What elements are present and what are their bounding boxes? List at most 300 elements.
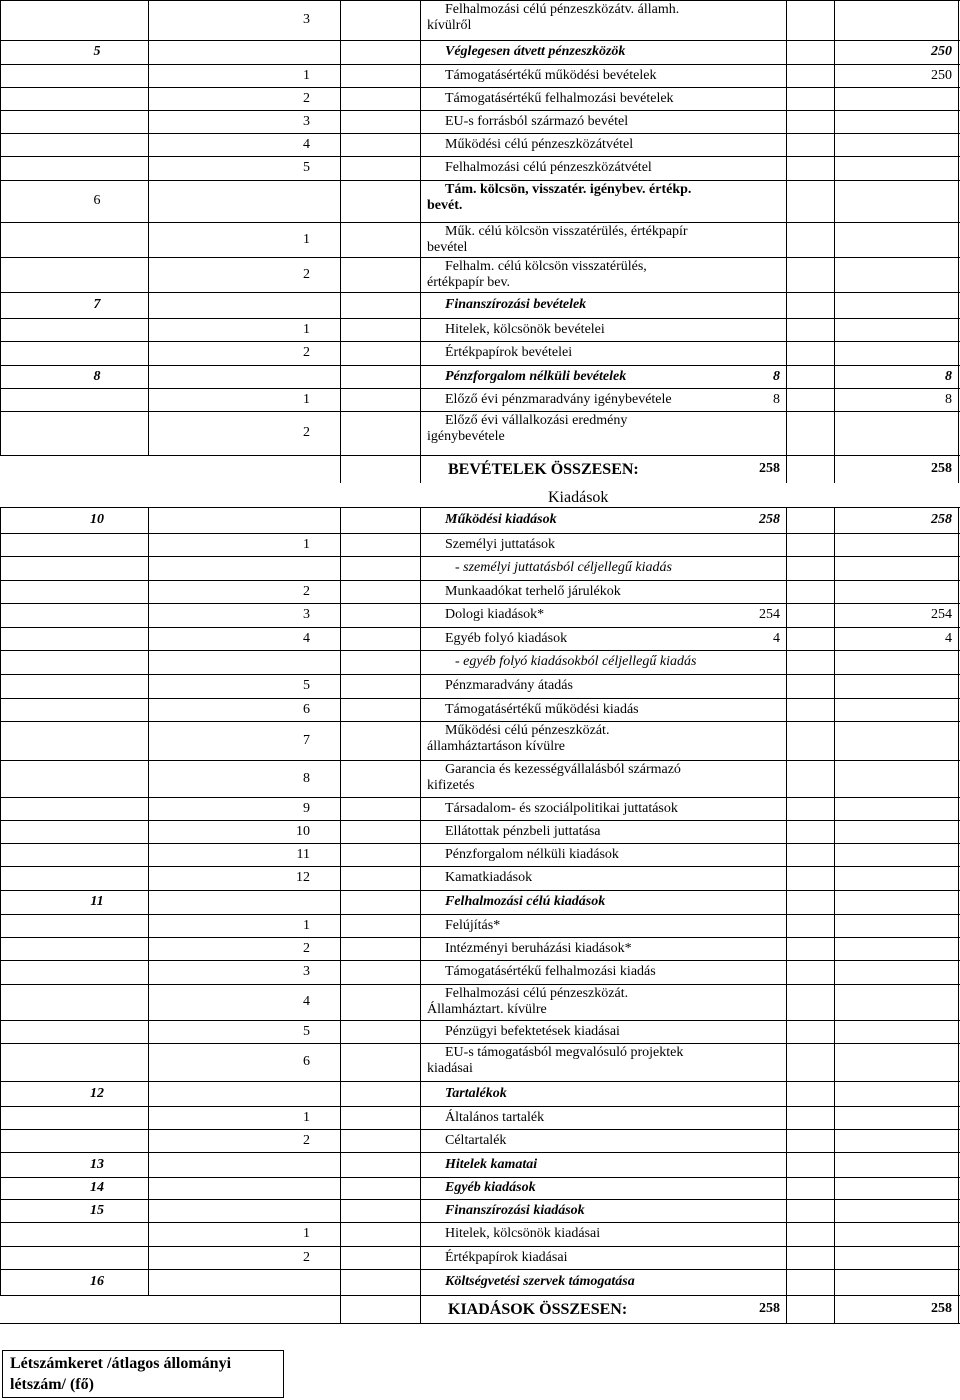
row-0-sub-num-divider — [340, 0, 341, 40]
row-label: Támogatásértékű működési bevételek — [445, 68, 657, 83]
row-26-left-border — [0, 698, 1, 721]
row-5-value2-divider — [834, 133, 835, 156]
row-45-right-border — [958, 1199, 959, 1222]
row-30-sub-num-divider — [340, 820, 341, 843]
row-26-top-border — [0, 698, 960, 699]
row-25-value2-divider — [834, 674, 835, 698]
row-19-right-border — [958, 533, 959, 556]
row-13-top-border — [0, 365, 960, 366]
total-label: BEVÉTELEK ÖSSZESEN: — [448, 461, 639, 478]
row-0-label-divider — [420, 0, 421, 40]
row-34-top-border — [0, 914, 960, 915]
row-2-sub-num-divider — [340, 64, 341, 87]
row-38-value1-divider — [786, 1020, 787, 1043]
row-44-right-border — [958, 1177, 959, 1199]
row-12-sub-num-divider — [340, 341, 341, 365]
row-28-label-divider — [420, 760, 421, 797]
row-9-top-border — [0, 257, 960, 258]
row-0-right-border — [958, 0, 959, 40]
sub-item-number: 7 — [303, 733, 310, 748]
row-21-right-border — [958, 580, 959, 603]
row-label: Felhalmozási célú pénzeszközátvétel — [445, 160, 652, 175]
row-36-top-border — [0, 960, 960, 961]
row-33-top-border — [0, 890, 960, 891]
row-label: Kamatkiadások — [445, 870, 533, 885]
row-24-left-border — [0, 650, 1, 674]
row-9-label-divider — [420, 257, 421, 292]
sub-item-number: 2 — [303, 1133, 310, 1148]
row-5-sub-num-divider — [340, 133, 341, 156]
row-43-right-border — [958, 1152, 959, 1177]
row-15-value2-divider — [834, 411, 835, 455]
row-18-top-border — [0, 507, 960, 508]
row-44-top-border — [0, 1177, 960, 1178]
row-label: Felhalmozási célú kiadások — [445, 894, 606, 909]
row-13-sub-num-divider — [340, 365, 341, 388]
row-label: Pénzforgalom nélküli kiadások — [445, 847, 619, 862]
row-31-label-divider — [420, 843, 421, 866]
row-36-left-border — [0, 960, 1, 984]
row-label: Támogatásértékű felhalmozási bevételek — [445, 91, 674, 106]
row-12-right-border — [958, 341, 959, 365]
row-44-label-divider — [420, 1177, 421, 1199]
row-2-left-border — [0, 64, 1, 87]
row-35-sub-num-divider — [340, 937, 341, 960]
row-22-sub-num-divider — [340, 603, 341, 627]
row-11-top-border — [0, 318, 960, 319]
row-15-value1-divider — [786, 411, 787, 455]
sub-item-number: 3 — [303, 12, 310, 27]
row-29-top-border — [0, 797, 960, 798]
sub-item-number: 1 — [303, 322, 310, 337]
row-0-value1-divider — [786, 0, 787, 40]
row-6-left-border — [0, 156, 1, 180]
headcount-label-line2: létszám/ (fő) — [10, 1376, 94, 1393]
sub-item-number: 1 — [303, 68, 310, 83]
sub-item-number: 6 — [303, 702, 310, 717]
row-29-value1-divider — [786, 797, 787, 820]
row-19-top-border — [0, 533, 960, 534]
row-42-value2-divider — [834, 1129, 835, 1152]
row-3-left-border — [0, 87, 1, 110]
row-39-sub-num-divider — [340, 1043, 341, 1081]
main-item-number: 15 — [90, 1203, 104, 1218]
row-36-right-border — [958, 960, 959, 984]
row-37-sub-num-divider — [340, 984, 341, 1020]
row-label: Egyéb folyó kiadások — [445, 631, 568, 646]
sub-item-number: 4 — [303, 631, 310, 646]
row-25-top-border — [0, 674, 960, 675]
row-47-sub-num-divider — [340, 1246, 341, 1269]
row-48-right-border — [958, 1269, 959, 1295]
row-22-top-border — [0, 603, 960, 604]
value-original: 258 — [759, 461, 780, 476]
row-37-left-border — [0, 984, 1, 1020]
row-46-value2-divider — [834, 1222, 835, 1246]
row-4-label-divider — [420, 110, 421, 133]
row-24-sub-num-divider — [340, 650, 341, 674]
row-label: Személyi juttatások — [445, 537, 556, 552]
row-8-value2-divider — [834, 222, 835, 257]
main-item-number: 8 — [93, 369, 101, 384]
row-label: Költségvetési szervek támogatása — [445, 1274, 635, 1289]
row-12-top-border — [0, 341, 960, 342]
sub-item-number: 5 — [303, 1024, 310, 1039]
row-10-label-divider — [420, 292, 421, 318]
value-modified: 258 — [931, 461, 952, 476]
sub-item-number: 4 — [303, 994, 310, 1009]
sub-item-number: 5 — [303, 678, 310, 693]
sub-item-number: 1 — [303, 1226, 310, 1241]
main-item-number: 7 — [93, 297, 101, 312]
row-label: Hitelek, kölcsönök bevételei — [445, 322, 605, 337]
row-10-value1-divider — [786, 292, 787, 318]
sub-item-number: 1 — [303, 537, 310, 552]
row-25-sub-num-divider — [340, 674, 341, 698]
row-18-right-border — [958, 507, 959, 533]
row-34-left-border — [0, 914, 1, 937]
row-15-right-border — [958, 411, 959, 455]
row-label-line1: Felhalmozási célú pénzeszközátv. államh. — [445, 2, 680, 17]
sub-item-number: 3 — [303, 607, 310, 622]
row-label-line1: Előző évi vállalkozási eredmény — [445, 413, 628, 428]
row-label: - egyéb folyó kiadásokból céljellegű kiadás — [455, 654, 697, 669]
main-item-number: 6 — [93, 193, 101, 208]
row-19-value1-divider — [786, 533, 787, 556]
row-20-value1-divider — [786, 556, 787, 580]
sub-item-number: 1 — [303, 392, 310, 407]
sub-item-number: 3 — [303, 964, 310, 979]
row-5-label-divider — [420, 133, 421, 156]
row-16-left-border — [340, 455, 341, 483]
row-15-label-divider — [420, 411, 421, 455]
row-13-right-border — [958, 365, 959, 388]
row-30-left-border — [0, 820, 1, 843]
value-modified: 250 — [931, 68, 952, 83]
row-28-right-border — [958, 760, 959, 797]
row-36-sub-num-divider — [340, 960, 341, 984]
sub-item-number: 10 — [296, 824, 310, 839]
row-label: Pénzforgalom nélküli bevételek — [445, 369, 627, 384]
row-45-label-divider — [420, 1199, 421, 1222]
row-26-right-border — [958, 698, 959, 721]
row-2-top-border — [0, 64, 960, 65]
total-label: KIADÁSOK ÖSSZESEN: — [448, 1301, 628, 1318]
row-3-right-border — [958, 87, 959, 110]
row-label: Támogatásértékű felhalmozási kiadás — [445, 964, 656, 979]
row-41-label-divider — [420, 1106, 421, 1129]
row-30-right-border — [958, 820, 959, 843]
row-45-value1-divider — [786, 1199, 787, 1222]
row-6-top-border — [0, 156, 960, 157]
row-26-value1-divider — [786, 698, 787, 721]
sub-item-number: 2 — [303, 91, 310, 106]
row-31-right-border — [958, 843, 959, 866]
row-32-value2-divider — [834, 866, 835, 890]
value-modified: 4 — [945, 631, 952, 646]
value-modified: 8 — [945, 369, 952, 384]
row-label-line1: Műk. célú kölcsön visszatérülés, értékpapír — [445, 224, 688, 239]
row-2-right-border — [958, 64, 959, 87]
row-35-label-divider — [420, 937, 421, 960]
row-43-value2-divider — [834, 1152, 835, 1177]
row-42-value1-divider — [786, 1129, 787, 1152]
row-24-value2-divider — [834, 650, 835, 674]
row-46-left-border — [0, 1222, 1, 1246]
row-label-line1: Felhalm. célú kölcsön visszatérülés, — [445, 259, 647, 274]
row-3-label-divider — [420, 87, 421, 110]
row-8-sub-num-divider — [340, 222, 341, 257]
row-label-line1: Felhalmozási célú pénzeszközát. — [445, 986, 629, 1001]
row-14-sub-num-divider — [340, 388, 341, 411]
row-7-sub-num-divider — [340, 180, 341, 222]
row-46-value1-divider — [786, 1222, 787, 1246]
row-23-sub-num-divider — [340, 627, 341, 650]
row-33-label-divider — [420, 890, 421, 914]
row-21-sub-num-divider — [340, 580, 341, 603]
row-11-value2-divider — [834, 318, 835, 341]
row-3-top-border — [0, 87, 960, 88]
row-23-left-border — [0, 627, 1, 650]
row-0-top-border — [0, 0, 960, 1]
row-12-label-divider — [420, 341, 421, 365]
row-2-label-divider — [420, 64, 421, 87]
row-37-right-border — [958, 984, 959, 1020]
row-35-right-border — [958, 937, 959, 960]
row-48-top-border — [0, 1269, 960, 1270]
row-45-value2-divider — [834, 1199, 835, 1222]
row-39-value2-divider — [834, 1043, 835, 1081]
row-label: Egyéb kiadások — [445, 1180, 536, 1195]
row-4-right-border — [958, 110, 959, 133]
row-31-left-border — [0, 843, 1, 866]
row-label: Intézményi beruházási kiadások* — [445, 941, 632, 956]
row-37-value1-divider — [786, 984, 787, 1020]
row-label: Finanszírozási kiadások — [445, 1203, 585, 1218]
row-10-right-border — [958, 292, 959, 318]
row-26-label-divider — [420, 698, 421, 721]
row-48-sub-num-divider — [340, 1269, 341, 1295]
main-item-number: 16 — [90, 1274, 104, 1289]
row-41-top-border — [0, 1106, 960, 1107]
row-label-line2: államháztartáson kívülre — [427, 739, 565, 754]
row-10-top-border — [0, 292, 960, 293]
row-19-label-divider — [420, 533, 421, 556]
row-label: Általános tartalék — [445, 1110, 545, 1125]
row-11-left-border — [0, 318, 1, 341]
value-modified: 258 — [931, 1301, 952, 1316]
row-39-value1-divider — [786, 1043, 787, 1081]
row-49-left-border — [340, 1295, 341, 1323]
row-41-left-border — [0, 1106, 1, 1129]
row-6-value1-divider — [786, 156, 787, 180]
row-33-value1-divider — [786, 890, 787, 914]
row-label-line1: EU-s támogatásból megvalósuló projektek — [445, 1045, 684, 1060]
sub-item-number: 5 — [303, 160, 310, 175]
row-label: Véglegesen átvett pénzeszközök — [445, 44, 626, 59]
value-original: 254 — [759, 607, 780, 622]
row-35-value1-divider — [786, 937, 787, 960]
row-41-right-border — [958, 1106, 959, 1129]
row-7-right-border — [958, 180, 959, 222]
row-label-line2: igénybevétele — [427, 429, 505, 444]
sub-item-number: 2 — [303, 425, 310, 440]
row-6-right-border — [958, 156, 959, 180]
row-36-value2-divider — [834, 960, 835, 984]
row-30-value1-divider — [786, 820, 787, 843]
row-label: Finanszírozási bevételek — [445, 297, 587, 312]
row-19-sub-num-divider — [340, 533, 341, 556]
row-38-top-border — [0, 1020, 960, 1021]
row-26-value2-divider — [834, 698, 835, 721]
row-label-line2: bevét. — [427, 198, 463, 213]
row-29-sub-num-divider — [340, 797, 341, 820]
row-30-label-divider — [420, 820, 421, 843]
row-label: Előző évi pénzmaradvány igénybevétele — [445, 392, 672, 407]
row-7-value1-divider — [786, 180, 787, 222]
row-20-value2-divider — [834, 556, 835, 580]
row-label: Értékpapírok kiadásai — [445, 1250, 568, 1265]
row-7-top-border — [0, 180, 960, 181]
row-49-right-border — [958, 1295, 959, 1323]
row-12-left-border — [0, 341, 1, 365]
sub-item-number: 1 — [303, 918, 310, 933]
row-20-main-num-divider — [148, 556, 149, 580]
row-label: Társadalom- és szociálpolitikai juttatások — [445, 801, 678, 816]
row-35-value2-divider — [834, 937, 835, 960]
row-35-top-border — [0, 937, 960, 938]
row-35-left-border — [0, 937, 1, 960]
row-28-top-border — [0, 760, 960, 761]
row-42-top-border — [0, 1129, 960, 1130]
row-23-right-border — [958, 627, 959, 650]
row-26-sub-num-divider — [340, 698, 341, 721]
row-4-sub-num-divider — [340, 110, 341, 133]
row-39-label-divider — [420, 1043, 421, 1081]
row-38-left-border — [0, 1020, 1, 1043]
row-label: EU-s forrásból származó bevétel — [445, 114, 629, 129]
row-label: Működési kiadások — [445, 512, 557, 527]
row-6-sub-num-divider — [340, 156, 341, 180]
row-24-top-border — [0, 650, 960, 651]
row-4-value1-divider — [786, 110, 787, 133]
row-46-label-divider — [420, 1222, 421, 1246]
row-9-left-border — [0, 257, 1, 292]
row-34-sub-num-divider — [340, 914, 341, 937]
row-3-value1-divider — [786, 87, 787, 110]
row-33-right-border — [958, 890, 959, 914]
row-label-line1: Garancia és kezességvállalásból származó — [445, 762, 681, 777]
row-43-label-divider — [420, 1152, 421, 1177]
row-label-line1: Tám. kölcsön, visszatér. igénybev. értékp. — [445, 182, 692, 197]
row-47-top-border — [0, 1246, 960, 1247]
row-34-value2-divider — [834, 914, 835, 937]
row-47-value2-divider — [834, 1246, 835, 1269]
row-label-line2: bevétel — [427, 240, 468, 255]
row-0-value2-divider — [834, 0, 835, 40]
row-47-left-border — [0, 1246, 1, 1269]
row-3-sub-num-divider — [340, 87, 341, 110]
row-14-left-border — [0, 388, 1, 411]
row-36-value1-divider — [786, 960, 787, 984]
sub-item-number: 3 — [303, 114, 310, 129]
row-24-label-divider — [420, 650, 421, 674]
row-1-sub-num-divider — [340, 40, 341, 64]
value-modified: 8 — [945, 392, 952, 407]
row-20-top-border — [0, 556, 960, 557]
row-44-value2-divider — [834, 1177, 835, 1199]
row-label: Pénzmaradvány átadás — [445, 678, 573, 693]
row-29-label-divider — [420, 797, 421, 820]
row-label-line2: értékpapír bev. — [427, 275, 511, 290]
row-46-sub-num-divider — [340, 1222, 341, 1246]
row-34-label-divider — [420, 914, 421, 937]
row-32-label-divider — [420, 866, 421, 890]
row-27-right-border — [958, 721, 959, 760]
row-label-line2: Államháztart. kívülre — [427, 1002, 547, 1017]
row-7-label-divider — [420, 180, 421, 222]
row-27-value2-divider — [834, 721, 835, 760]
row-label: Hitelek kamatai — [445, 1157, 538, 1172]
value-original: 258 — [759, 512, 780, 527]
row-42-label-divider — [420, 1129, 421, 1152]
row-14-right-border — [958, 388, 959, 411]
row-5-right-border — [958, 133, 959, 156]
row-9-value1-divider — [786, 257, 787, 292]
row-40-top-border — [0, 1081, 960, 1082]
row-1-right-border — [958, 40, 959, 64]
row-21-left-border — [0, 580, 1, 603]
sub-item-number: 8 — [303, 771, 310, 786]
row-47-value1-divider — [786, 1246, 787, 1269]
value-original: 258 — [759, 1301, 780, 1316]
row-27-label-divider — [420, 721, 421, 760]
sub-item-number: 4 — [303, 137, 310, 152]
row-31-sub-num-divider — [340, 843, 341, 866]
row-33-sub-num-divider — [340, 890, 341, 914]
sub-item-number: 2 — [303, 1250, 310, 1265]
row-49-top-border — [0, 1295, 960, 1296]
row-21-top-border — [0, 580, 960, 581]
row-36-label-divider — [420, 960, 421, 984]
row-20-left-border — [0, 556, 1, 580]
footer-box-top — [2, 1350, 284, 1351]
row-5-top-border — [0, 133, 960, 134]
row-41-value2-divider — [834, 1106, 835, 1129]
sub-item-number: 2 — [303, 345, 310, 360]
sub-item-number: 1 — [303, 1110, 310, 1125]
row-47-right-border — [958, 1246, 959, 1269]
row-44-sub-num-divider — [340, 1177, 341, 1199]
row-25-left-border — [0, 674, 1, 698]
row-4-value2-divider — [834, 110, 835, 133]
footer-box-bottom — [2, 1397, 284, 1398]
row-40-value1-divider — [786, 1081, 787, 1106]
row-37-value2-divider — [834, 984, 835, 1020]
value-modified: 250 — [931, 44, 952, 59]
row-label-line2: kívülről — [427, 18, 472, 33]
row-40-value2-divider — [834, 1081, 835, 1106]
row-31-value2-divider — [834, 843, 835, 866]
row-24-main-num-divider — [148, 650, 149, 674]
row-7-value2-divider — [834, 180, 835, 222]
main-item-number: 11 — [90, 894, 104, 909]
row-5-left-border — [0, 133, 1, 156]
sub-item-number: 1 — [303, 232, 310, 247]
row-24-value1-divider — [786, 650, 787, 674]
row-34-value1-divider — [786, 914, 787, 937]
row-11-right-border — [958, 318, 959, 341]
